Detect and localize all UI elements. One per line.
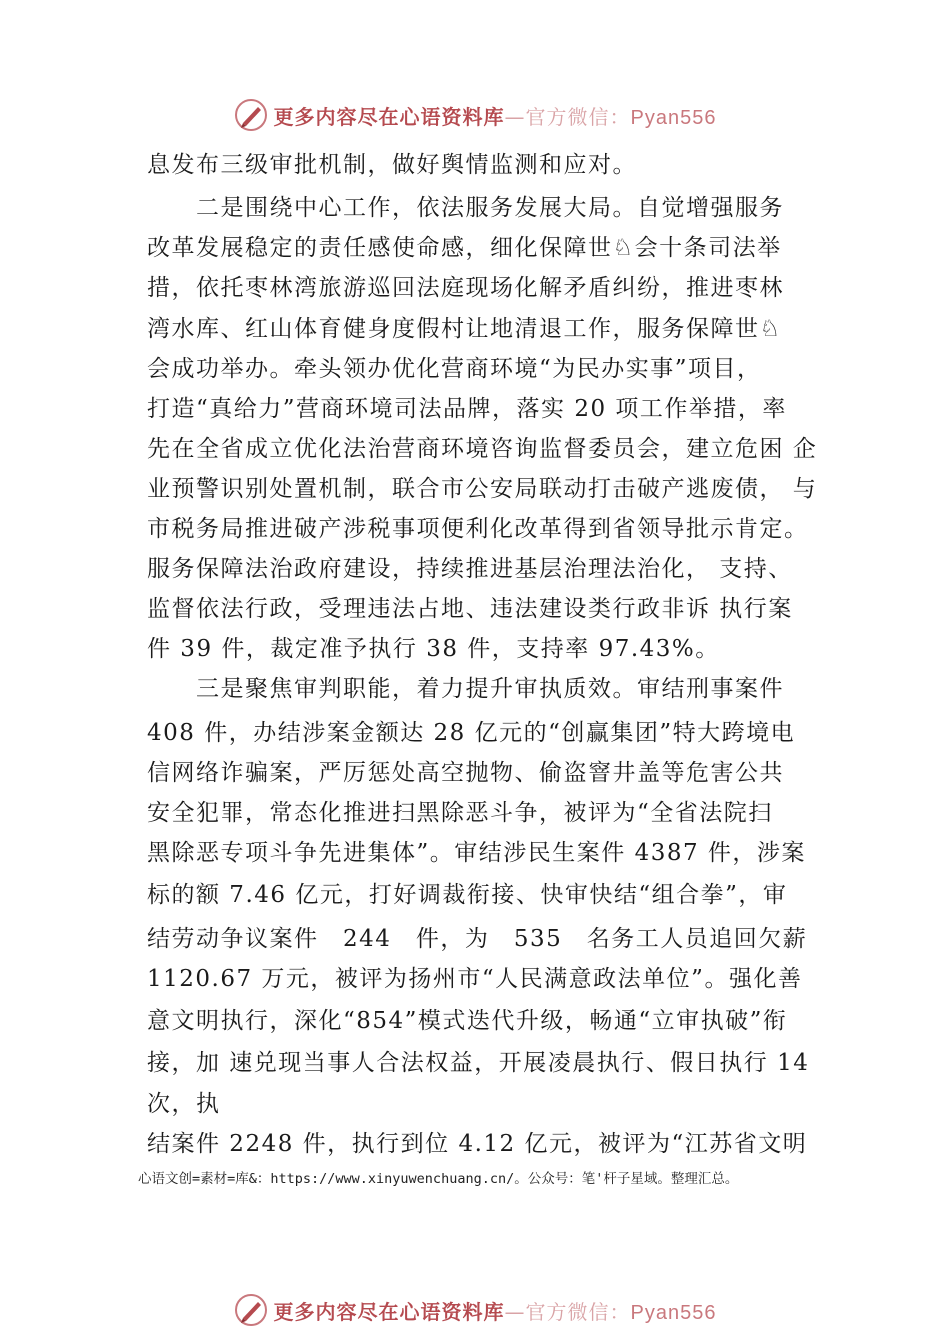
body-line: 服务保障法治政府建设，持续推进基层治理法治化， 支持、 — [147, 556, 793, 582]
body-line: 结案件 2248 件，执行到位 4.12 亿元，被评为“江苏省文明 — [147, 1131, 808, 1157]
body-line: 接，加 速兑现当事人合法权益，开展凌晨执行、假日执行 14 — [147, 1050, 810, 1076]
body-line: 改革发展稳定的责任感使命感，细化保障世♘会十条司法举 — [147, 235, 782, 261]
body-line: 湾水库、红山体育健身度假村让地清退工作，服务保障世♘ — [147, 316, 782, 342]
body-line: 二是围绕中心工作，依法服务发展大局。自觉增强服务 — [147, 195, 784, 221]
body-line: 次，执 — [147, 1091, 221, 1117]
body-line: 黑除恶专项斗争先进集体”。审结涉民生案件 4387 件，涉案 — [147, 840, 806, 866]
body-line: 标的额 7.46 亿元，打好调裁衔接、快审快结“组合拳”，审 — [147, 882, 788, 908]
body-line: 会成功举办。牵头领办优化营商环境“为民办实事”项目， — [147, 356, 762, 382]
header-banner — [0, 95, 950, 135]
body-line: 先在全省成立优化法治营商环境咨询监督委员会，建立危困 企 — [147, 436, 818, 462]
source-footnote: 心语文创=素材=库&：https://www.xinyuwenchuang.cn/。公众号：笔'杆子星域。整理汇总。 — [138, 1171, 739, 1187]
body-line: 件 39 件，裁定准予执行 38 件，支持率 97.43%。 — [147, 636, 720, 662]
body-line: 打造“真给力”营商环境司法品牌，落实 20 项工作举措，率 — [147, 396, 787, 422]
body-line: 息发布三级审批机制，做好舆情监测和应对。 — [147, 152, 637, 178]
banner-wechat-id: Pyan556 — [630, 1301, 717, 1324]
body-line: 市税务局推进破产涉税事项便利化改革得到省领导批示肯定。 — [147, 516, 809, 542]
banner-official: 官方微信： — [525, 1299, 631, 1324]
footer-banner — [0, 1290, 950, 1330]
body-line: 监督依法行政，受理违法占地、违法建设类行政非诉 执行案 — [147, 596, 793, 622]
body-line: 信网络诈骗案，严厉惩处高空抛物、偷盗窨井盖等危害公共 — [147, 760, 784, 786]
banner-brand: 更多内容尽在心语资料库 — [273, 1299, 505, 1324]
body-line: 意文明执行，深化“854”模式迭代升级，畅通“立审执破”衔 — [147, 1008, 788, 1034]
banner-text — [274, 1296, 717, 1325]
body-line: 措，依托枣林湾旅游巡回法庭现场化解矛盾纠纷，推进枣林 — [147, 275, 784, 301]
body-line: 1120.67 万元，被评为扬州市“人民满意政法单位”。强化善 — [147, 966, 803, 992]
body-line: 三是聚焦审判职能，着力提升审执质效。审结刑事案件 — [147, 676, 784, 702]
body-line: 安全犯罪，常态化推进扫黑除恶斗争，被评为“全省法院扫 — [147, 800, 773, 826]
pen-logo-icon — [234, 1293, 268, 1327]
banner-wechat-id: Pyan556 — [630, 106, 717, 129]
body-line: 结劳动争议案件 244 件，为 535 名务工人员追回欠薪 — [147, 926, 808, 952]
banner-official: 官方微信： — [525, 104, 631, 129]
pen-logo-icon — [234, 98, 268, 132]
banner-separator: — — [504, 1299, 526, 1324]
banner-separator: — — [504, 104, 526, 129]
banner-brand: 更多内容尽在心语资料库 — [273, 104, 505, 129]
banner-text — [274, 101, 717, 130]
body-line: 408 件，办结涉案金额达 28 亿元的“创赢集团”特大跨境电 — [147, 720, 796, 746]
body-line: 业预警识别处置机制，联合市公安局联动打击破产逃废债， 与 — [147, 476, 818, 502]
